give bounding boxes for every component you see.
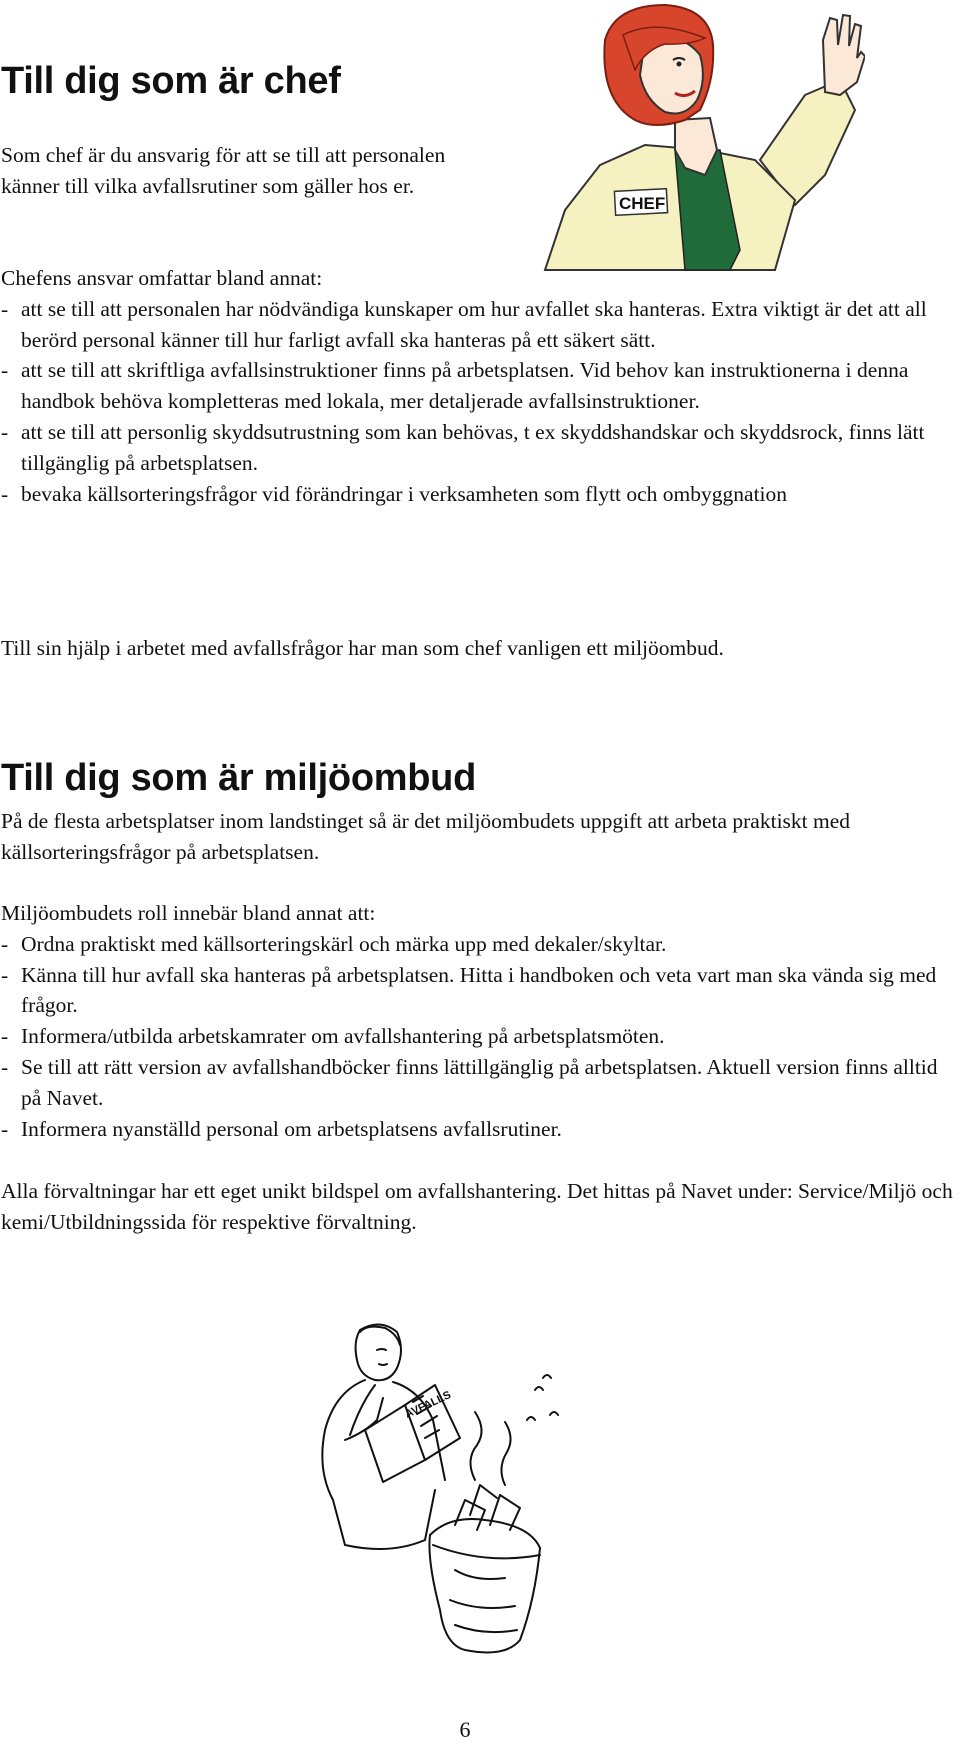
page-number: 6 <box>459 1717 471 1742</box>
page-title-chef: Till dig som är chef <box>1 60 341 102</box>
book-cover-text: AVFALLS <box>403 1389 453 1421</box>
list-item: - Informera/utbilda arbetskamrater om avfallshantering på arbetsplatsmöten. <box>1 1024 665 1049</box>
list-item: - Se till att rätt version av avfallshandböcker finns lättillgänglig på arbetsplatsen. Aktuell version finns alltid på Navet. <box>1 1054 938 1110</box>
chef-help-note: Till sin hjälp i arbetet med avfallsfrågor har man som chef vanligen ett miljöombud. <box>1 636 724 660</box>
list-item: - Ordna praktiskt med källsorteringskärl och märka upp med dekaler/skyltar. <box>1 931 667 956</box>
list-item: - att se till att personalen har nödvändiga kunskaper om hur avfallet ska hanteras. Extra viktigt är det att all berörd personal känner till hur farligt avfall ska hanteras på ett säkert sätt. <box>1 296 927 352</box>
ombud-intro-paragraph: På de flesta arbetsplatser inom landstinget så är det miljöombudets uppgift att arbeta praktiskt med källsorteringsfrågor på arbetsplatsen. <box>1 809 851 864</box>
list-item: - bevaka källsorteringsfrågor vid förändringar i verksamheten som flytt och ombyggnation <box>1 481 788 506</box>
ombud-role-list <box>1 898 959 1144</box>
waving-manager-illustration <box>505 0 865 275</box>
chef-responsibility-list <box>1 263 959 509</box>
bildspel-note: Alla förvaltningar har ett eget unikt bildspel om avfallshantering. Det hittas på Navet under: Service/Miljö och kemi/Utbildningssida för respektive förvaltning. <box>1 1179 953 1234</box>
ombud-role-heading: Miljöombudets roll innebär bland annat att: <box>1 901 376 925</box>
list-item: - Informera nyanställd personal om arbetsplatsens avfallsrutiner. <box>1 1116 562 1141</box>
list-item: - att se till att skriftliga avfallsinstruktioner finns på arbetsplatsen. Vid behov kan instruktionerna i denna handbok behöva kompletteras med lokala, mer detaljerade avfallsinstruktioner. <box>1 358 909 414</box>
list-item: - att se till att personlig skyddsutrustning som kan behövas, t ex skyddshandskar och skyddsrock, finns lätt tillgänglig på arbetsplatsen. <box>1 419 925 475</box>
chef-responsibility-heading: Chefens ansvar omfattar bland annat: <box>1 266 323 290</box>
page-title-miljoombud: Till dig som är miljöombud <box>1 757 476 799</box>
chef-badge-text: CHEF <box>619 194 666 213</box>
list-item: - Känna till hur avfall ska hanteras på arbetsplatsen. Hitta i handboken och veta vart man ska vända sig med frågor. <box>1 962 937 1018</box>
person-reading-handbook-illustration <box>305 1320 575 1665</box>
chef-intro-paragraph: Som chef är du ansvarig för att se till att personalen känner till vilka avfallsrutiner som gäller hos er. <box>1 143 446 198</box>
